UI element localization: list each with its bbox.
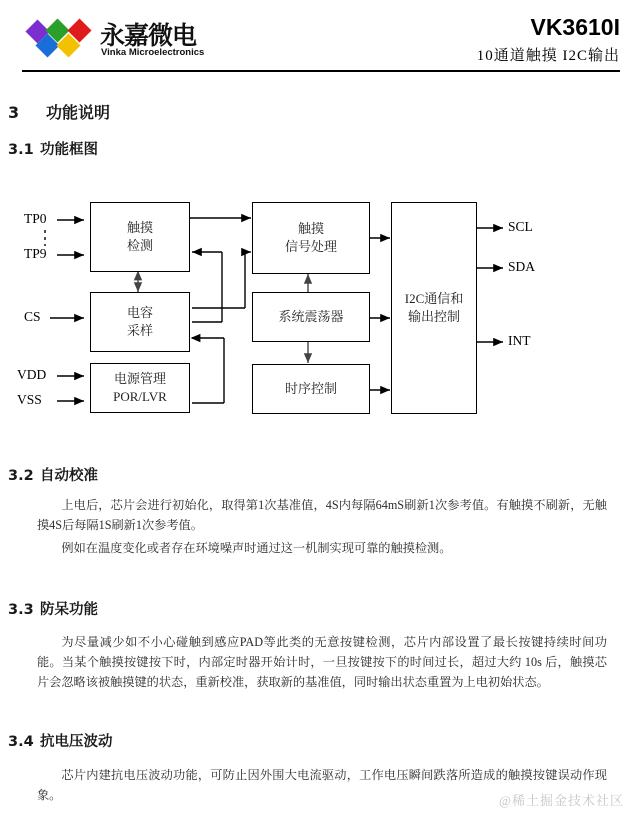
company-logo bbox=[28, 16, 228, 66]
pin-label-sda: SDA bbox=[508, 259, 536, 274]
heading-number: 3.3 bbox=[8, 602, 34, 618]
logo-company-name-en: Vinka Microelectronics bbox=[101, 47, 205, 58]
block-label-line1: 触摸 bbox=[126, 220, 153, 235]
block-label-line1: 电容 bbox=[126, 305, 153, 320]
heading-text: 功能框图 bbox=[40, 142, 98, 158]
block-system-oscillator bbox=[252, 292, 370, 342]
heading-text: 功能说明 bbox=[46, 103, 111, 122]
watermark-text: @稀土掘金技术社区 bbox=[499, 793, 624, 808]
heading-number: 3.2 bbox=[8, 468, 34, 484]
block-i2c-communication-output-control bbox=[391, 202, 477, 414]
heading-text: 抗电压波动 bbox=[40, 734, 113, 750]
paragraph-3-3-1: 为尽量减少如不小心碰触到感应PAD等此类的无意按键检测，芯片内部设置了最长按键持续时间功能。当某个触摸按键按下时，内部定时器开始计时，一旦按键按下的时间过长，超过大约 10s 后，触摸芯片会忽略该被触摸键的状态，重新校准，获取新的基准值，同时输出状态重置为上电初始状态。 bbox=[37, 635, 607, 689]
heading-section-3 bbox=[8, 100, 110, 123]
pin-label-vdd: VDD bbox=[17, 367, 47, 382]
logo-company-name-cn: 永嘉微电 bbox=[100, 21, 197, 50]
heading-section-3-2 bbox=[8, 464, 98, 485]
pin-label-int: INT bbox=[508, 333, 531, 348]
block-label-line2: POR/LVR bbox=[113, 389, 167, 404]
heading-text: 防呆功能 bbox=[40, 602, 98, 618]
page-header bbox=[0, 0, 642, 75]
part-subtitle: 10通道触摸 I2C输出 bbox=[476, 48, 620, 64]
heading-number: 3 bbox=[8, 103, 20, 122]
pin-label-cs: CS bbox=[24, 309, 41, 324]
block-label-line1: 时序控制 bbox=[284, 381, 337, 396]
heading-text: 自动校准 bbox=[40, 468, 98, 484]
block-label-line2: 输出控制 bbox=[407, 309, 460, 324]
pin-label-tp0: TP0 bbox=[24, 211, 47, 226]
block-power-management bbox=[90, 363, 190, 413]
paragraph-3-2-1: 上电后，芯片会进行初始化，取得第1次基准值，4S内每隔64mS刷新1次参考值。有触摸不刷新，无触摸4S后每隔1S刷新1次参考值。 bbox=[37, 498, 607, 532]
paragraph-3-4-1: 芯片内建抗电压波动功能，可防止因外围大电流驱动，工作电压瞬间跌落所造成的触摸按键误动作现象。 bbox=[37, 768, 607, 802]
heading-section-3-1 bbox=[8, 138, 98, 159]
block-timing-control bbox=[252, 364, 370, 414]
block-label-line2: 检测 bbox=[126, 238, 153, 253]
block-capacitive-sampling bbox=[90, 292, 190, 352]
block-touch-signal-processing bbox=[252, 202, 370, 274]
pin-label-scl: SCL bbox=[508, 219, 533, 234]
pin-label-tp9: TP9 bbox=[24, 246, 47, 261]
block-label-line1: 触摸 bbox=[297, 221, 324, 236]
heading-section-3-3 bbox=[8, 598, 98, 619]
block-label-line2: 信号处理 bbox=[284, 239, 337, 254]
paragraph-3-2-2: 例如在温度变化或者存在环境噪声时通过这一机制实现可靠的触摸检测。 bbox=[61, 541, 452, 555]
heading-number: 3.4 bbox=[8, 734, 34, 750]
part-number-title: VK3610I bbox=[530, 14, 620, 40]
functional-block-diagram bbox=[0, 180, 642, 430]
heading-section-3-4 bbox=[8, 730, 113, 751]
header-divider bbox=[22, 70, 620, 72]
heading-number: 3.1 bbox=[8, 142, 34, 158]
block-label-line2: 采样 bbox=[126, 323, 153, 338]
block-label-line1: 电源管理 bbox=[113, 371, 166, 386]
block-label-line1: I2C通信和 bbox=[404, 291, 464, 306]
block-touch-detection bbox=[90, 202, 190, 272]
block-label-line1: 系统震荡器 bbox=[278, 309, 344, 324]
logo-diamonds-icon bbox=[28, 18, 108, 58]
pin-label-vss: VSS bbox=[17, 392, 42, 407]
